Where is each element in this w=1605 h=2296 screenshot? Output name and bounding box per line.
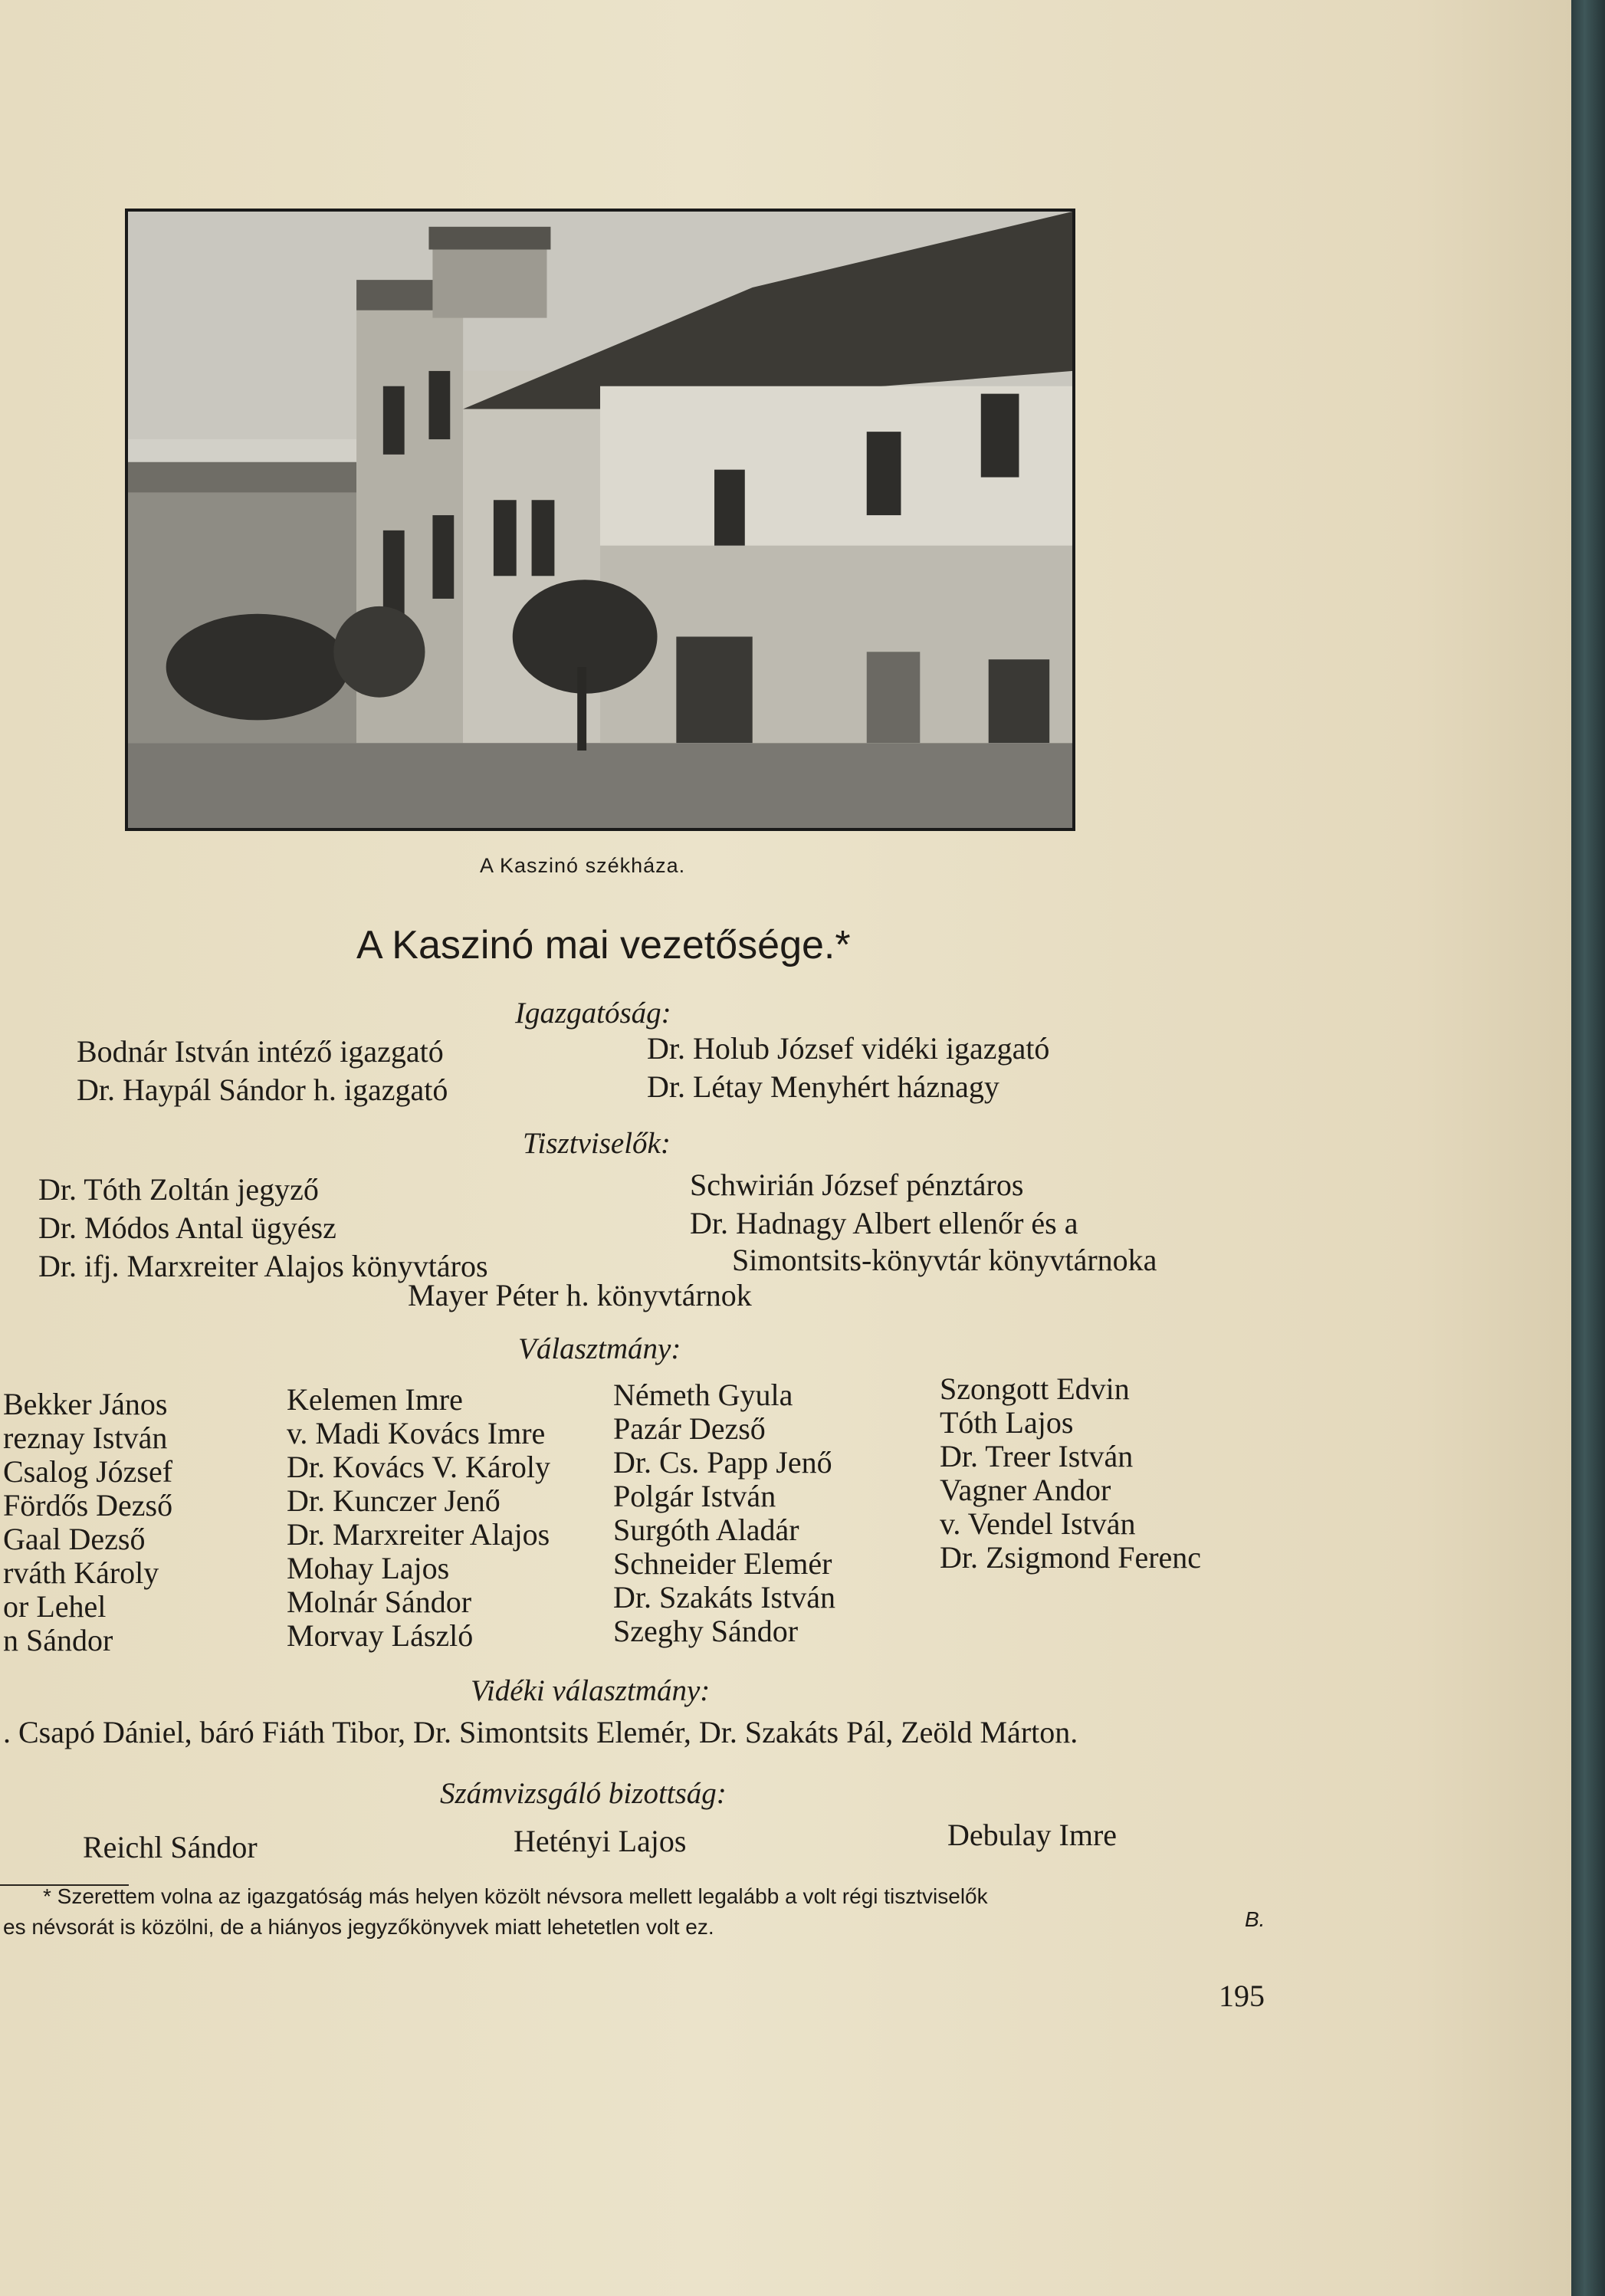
page-number: 195 [1219, 1979, 1265, 2013]
footnote-line-2: es névsorát is közölni, de a hiányos jegyzőkönyvek miatt lehetetlen volt ez. [3, 1915, 714, 1939]
casino-building-photo [125, 209, 1075, 831]
valasztmany-col2-5: Dr. Marxreiter Alajos [287, 1517, 550, 1552]
valasztmany-col2-3: Dr. Kovács V. Károly [287, 1450, 551, 1484]
igazgatosag-right-2: Dr. Létay Menyhért háznagy [647, 1069, 999, 1104]
szamvizsgalo-member-2: Hetényi Lajos [514, 1824, 687, 1858]
valasztmany-col1-3: Csalog József [3, 1454, 173, 1489]
igazgatosag-right-1: Dr. Holub József vidéki igazgató [647, 1031, 1050, 1066]
valasztmany-col2-2: v. Madi Kovács Imre [287, 1416, 546, 1450]
heading-videki-valasztmany: Vidéki választmány: [471, 1674, 711, 1707]
valasztmany-col3-7: Dr. Szakáts István [613, 1580, 835, 1614]
valasztmany-col1-5: Gaal Dezső [3, 1522, 146, 1556]
tisztviselok-left-1: Dr. Tóth Zoltán jegyző [38, 1172, 319, 1207]
tisztviselok-right-1: Schwirián József pénztáros [690, 1168, 1024, 1202]
szamvizsgalo-member-1: Reichl Sándor [83, 1830, 258, 1864]
valasztmany-col2-8: Morvay László [287, 1618, 474, 1653]
valasztmany-col1-2: reznay István [3, 1421, 168, 1455]
valasztmany-col2-6: Mohay Lajos [287, 1551, 450, 1585]
igazgatosag-left-1: Bodnár István intéző igazgató [77, 1034, 444, 1069]
valasztmany-col4-6: Dr. Zsigmond Ferenc [940, 1540, 1202, 1575]
valasztmany-col1-8: n Sándor [3, 1623, 113, 1657]
valasztmany-col1-6: rváth Károly [3, 1555, 159, 1590]
tisztviselok-center: Mayer Péter h. könyvtárnok [408, 1278, 752, 1312]
valasztmany-col4-5: v. Vendel István [940, 1506, 1136, 1541]
valasztmany-col3-6: Schneider Elemér [613, 1546, 832, 1581]
szamvizsgalo-member-3: Debulay Imre [947, 1818, 1118, 1852]
valasztmany-col3-5: Surgóth Aladár [613, 1513, 799, 1547]
valasztmany-col4-4: Vagner Andor [940, 1473, 1111, 1507]
tisztviselok-left-2: Dr. Módos Antal ügyész [38, 1210, 336, 1245]
heading-szamvizsgalo: Számvizsgáló bizottság: [440, 1777, 727, 1810]
valasztmany-col2-4: Dr. Kunczer Jenő [287, 1483, 501, 1518]
tisztviselok-left-3: Dr. ifj. Marxreiter Alajos könyvtáros [38, 1249, 488, 1283]
valasztmany-col3-3: Dr. Cs. Papp Jenő [613, 1445, 832, 1480]
building-illustration [128, 212, 1072, 828]
tisztviselok-right-3: Simontsits-könyvtár könyvtárnoka [732, 1243, 1157, 1277]
igazgatosag-left-2: Dr. Haypál Sándor h. igazgató [77, 1072, 448, 1107]
heading-tisztviselok: Tisztviselők: [523, 1127, 671, 1160]
valasztmany-col1-4: Fördős Dezső [3, 1488, 173, 1522]
photo-caption: A Kaszinó székháza. [480, 854, 686, 877]
tisztviselok-right-2: Dr. Hadnagy Albert ellenőr és a [690, 1206, 1078, 1240]
valasztmany-col3-4: Polgár István [613, 1479, 776, 1513]
book-binding-edge [1571, 0, 1605, 2296]
valasztmany-col4-1: Szongott Edvin [940, 1371, 1130, 1406]
valasztmany-col2-1: Kelemen Imre [287, 1382, 463, 1417]
videki-valasztmany-list: . Csapó Dániel, báró Fiáth Tibor, Dr. Simontsits Elemér, Dr. Szakáts Pál, Zeöld Márton. [3, 1715, 1078, 1749]
valasztmany-col2-7: Molnár Sándor [287, 1585, 472, 1619]
valasztmany-col4-2: Tóth Lajos [940, 1405, 1074, 1440]
valasztmany-col1-7: or Lehel [3, 1589, 107, 1624]
heading-valasztmany: Választmány: [518, 1332, 681, 1365]
valasztmany-col3-8: Szeghy Sándor [613, 1614, 799, 1648]
valasztmany-col4-3: Dr. Treer István [940, 1439, 1134, 1473]
page-title: A Kaszinó mai vezetősége.* [356, 923, 851, 967]
footnote-signature: B. [1245, 1907, 1265, 1931]
heading-igazgatosag: Igazgatóság: [515, 997, 671, 1030]
valasztmany-col3-2: Pazár Dezső [613, 1411, 766, 1446]
valasztmany-col1-1: Bekker János [3, 1387, 168, 1421]
footnote-line-1: * Szerettem volna az igazgatóság más helyen közölt névsora mellett legalább a volt régi tisztviselők [43, 1884, 988, 1908]
valasztmany-col3-1: Németh Gyula [613, 1378, 793, 1412]
